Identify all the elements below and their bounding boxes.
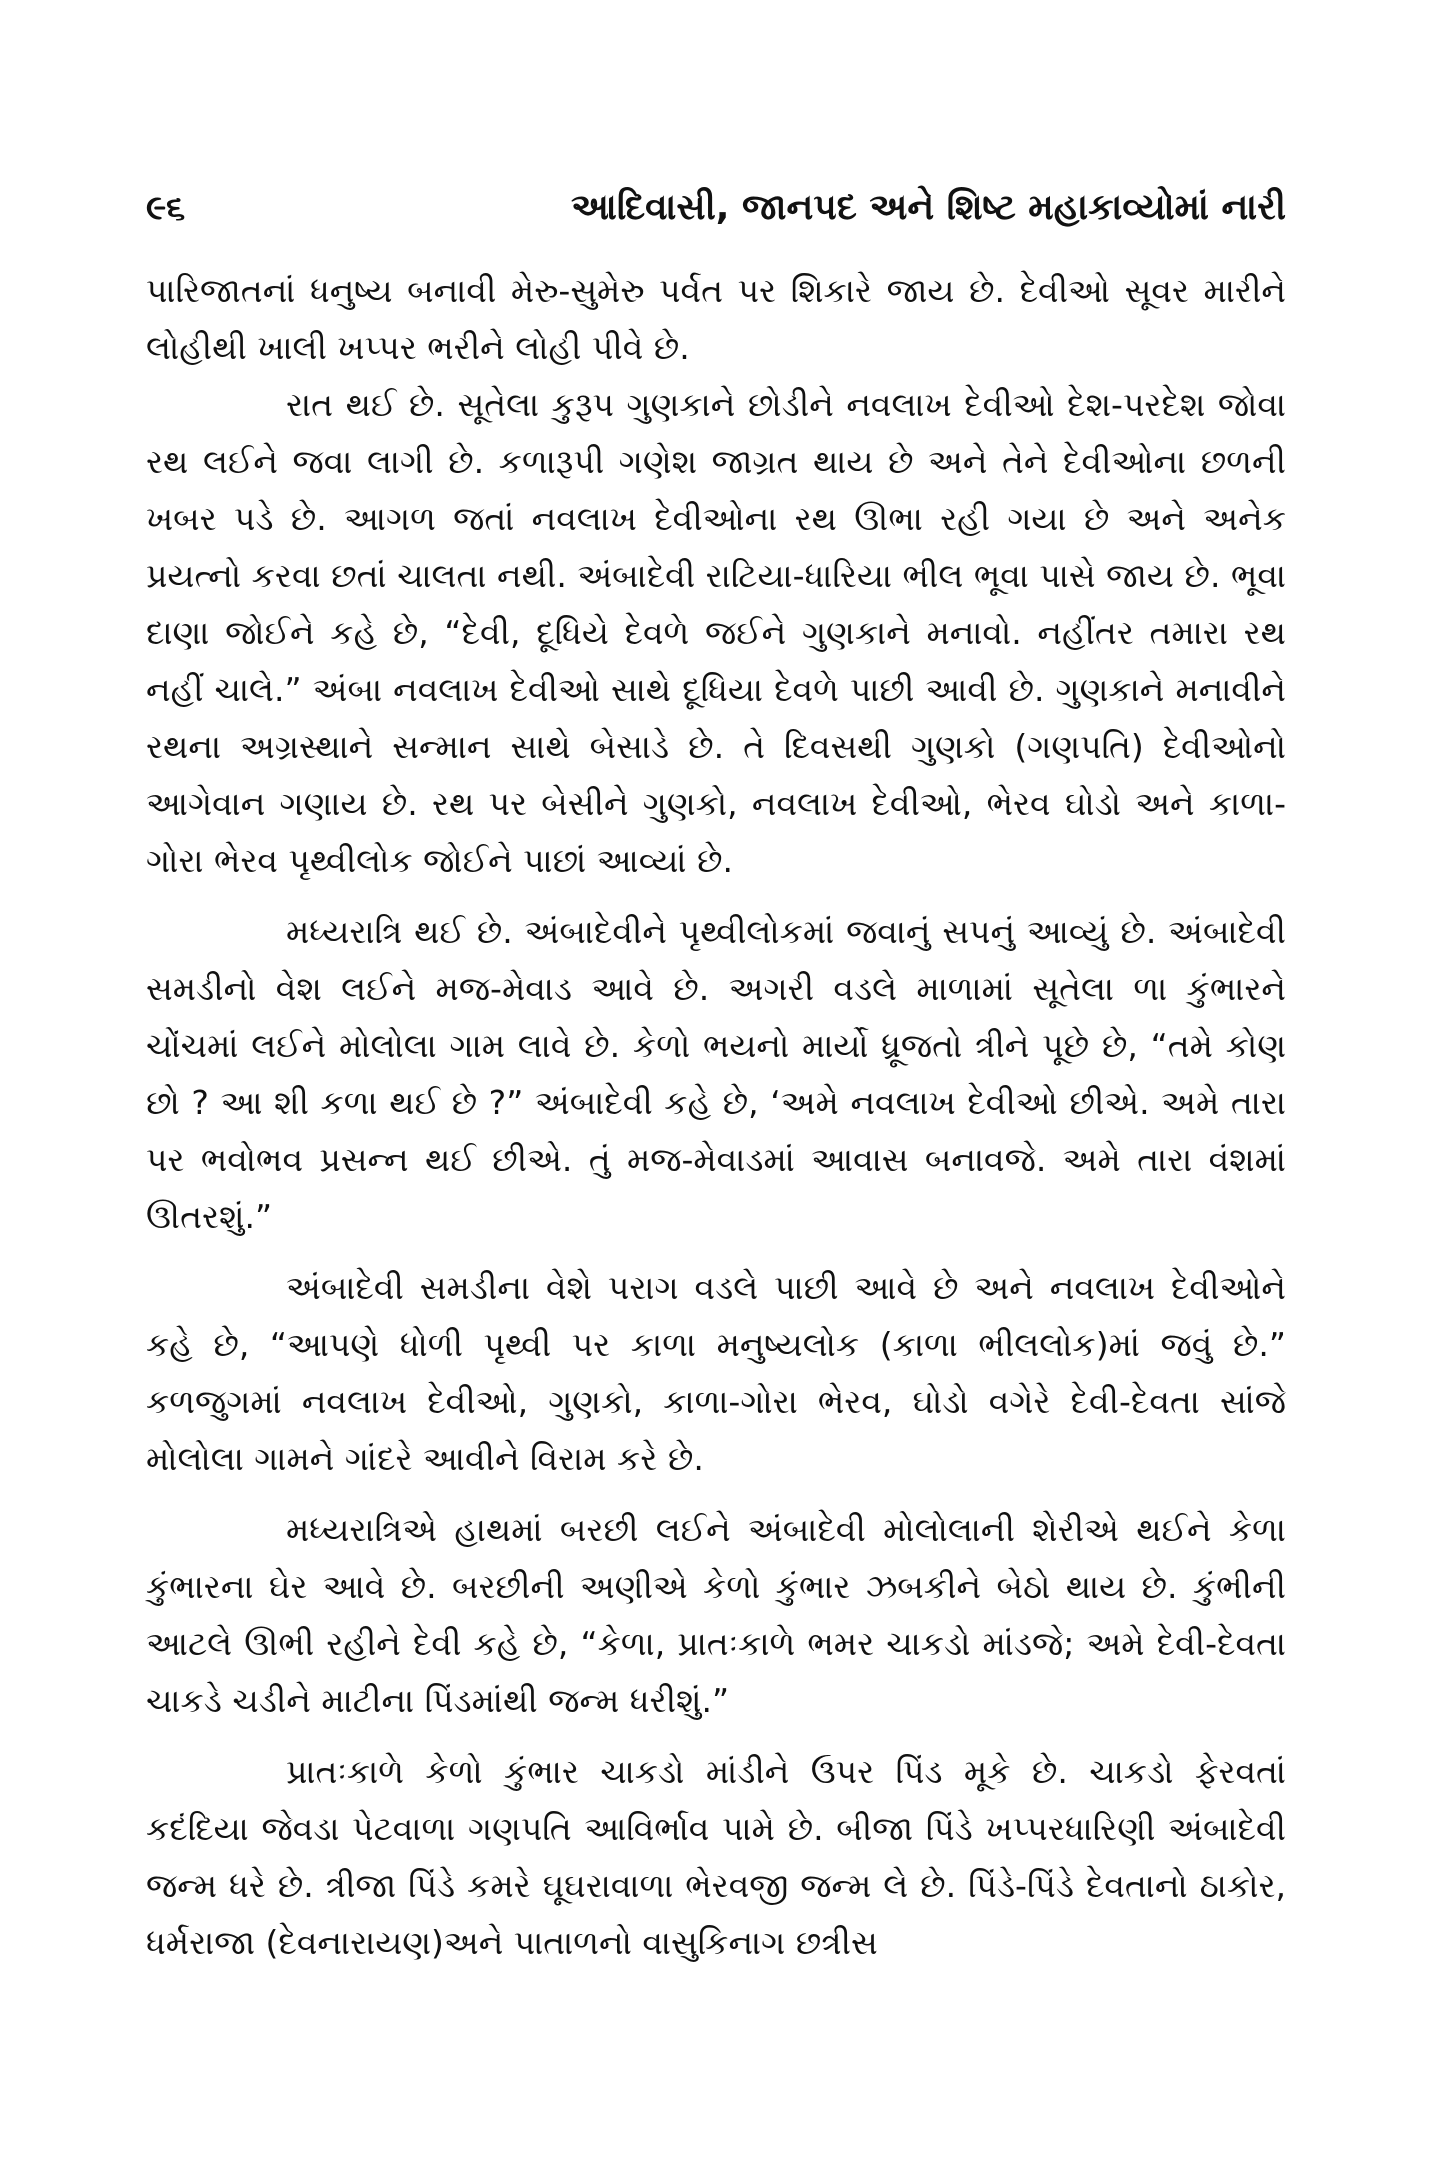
paragraph: અંબાદેવી સમડીના વેશે પરાગ વડલે પાછી આવે છે અને નવલાખ દેવીઓને કહે છે, “આપણે ધોળી પૃથ્વી પર કાળા મનુષ્યલોક (કાળા ભીલલોક)માં જવું છે.” કળજુગમાં નવલાખ દેવીઓ, ગુણકો, કાળા-ગોરા ભેરવ, ઘોડો વગેરે દેવી-દેવતા સાંજે મોલોલા ગામને ગાંદરે આવીને વિરામ કરે છે. (146, 1268, 1286, 1478)
page-number: ૯૬ (146, 188, 186, 228)
paragraph: પારિજાતનાં ધનુષ્ય બનાવી મેરુ-સુમેરુ પર્વત પર શિકારે જાય છે. દેવીઓ સૂવર મારીને લોહીથી ખાલી ખપ્પર ભરીને લોહી પીવે છે. (146, 271, 1286, 367)
running-title: આદિવાસી, જાનપદ અને શિષ્ટ મહાકાવ્યોમાં નારી (571, 187, 1286, 228)
page-header (146, 178, 1286, 238)
paragraph: પ્રાતઃકાળે કેળો કુંભાર ચાકડો માંડીને ઉપર પિંડ મૂકે છે. ચાકડો ફેરવતાં કદંદિયા જેવડા પેટવાળા ગણપતિ આવિર્ભાવ પામે છે. બીજા પિંડે ખપ્પરધારિણી અંબાદેવી જન્મ ધરે છે. ત્રીજા પિંડે કમરે ઘૂઘરાવાળા ભેરવજી જન્મ લે છે. પિંડે-પિંડે દેવતાનો ઠાકોર, ધર્મરાજા (દેવનારાયણ)અને પાતાળનો વાસુકિનાગ છત્રીસ (146, 1752, 1286, 1962)
paragraph: મધ્યરાત્રિએ હાથમાં બરછી લઈને અંબાદેવી મોલોલાની શેરીએ થઈને કેળા કુંભારના ઘેર આવે છે. બરછીની અણીએ કેળો કુંભાર ઝબકીને બેઠો થાય છે. કુંભીની આટલે ઊભી રહીને દેવી કહે છે, “કેળા, પ્રાતઃકાળે ભમર ચાકડો માંડજે; અમે દેવી-દેવતા ચાકડે ચડીને માટીના પિંડમાંથી જન્મ ધરીશું.” (146, 1510, 1286, 1720)
paragraph: રાત થઈ છે. સૂતેલા કુરૂપ ગુણકાને છોડીને નવલાખ દેવીઓ દેશ-પરદેશ જોવા રથ લઈને જવા લાગી છે. કળારૂપી ગણેશ જાગ્રત થાય છે અને તેને દેવીઓના છળની ખબર પડે છે. આગળ જતાં નવલાખ દેવીઓના રથ ઊભા રહી ગયા છે અને અનેક પ્રયત્નો કરવા છતાં ચાલતા નથી. અંબાદેવી રાટિયા-ધારિયા ભીલ ભૂવા પાસે જાય છે. ભૂવા દાણા જોઈને કહે છે, “દેવી, દૂધિયે દેવળે જઈને ગુણકાને મનાવો. નહીંતર તમારા રથ નહીં ચાલે.” અંબા નવલાખ દેવીઓ સાથે દૂધિયા દેવળે પાછી આવી છે. ગુણકાને મનાવીને રથના અગ્રસ્થાને સન્માન સાથે બેસાડે છે. તે દિવસથી ગુણકો (ગણપતિ) દેવીઓનો આગેવાન ગણાય છે. રથ પર બેસીને ગુણકો, નવલાખ દેવીઓ, ભેરવ ઘોડો અને કાળા-ગોરા ભેરવ પૃથ્વીલોક જોઈને પાછાં આવ્યાં છે. (146, 385, 1286, 880)
paragraph: મધ્યરાત્રિ થઈ છે. અંબાદેવીને પૃથ્વીલોકમાં જવાનું સપનું આવ્યું છે. અંબાદેવી સમડીનો વેશ લઈને મજ-મેવાડ આવે છે. અગરી વડલે માળામાં સૂતેલા ળા કુંભારને ચોંચમાં લઈને મોલોલા ગામ લાવે છે. કેળો ભયનો માર્યો ધ્રૂજતો ત્રીને પૂછે છે, “તમે કોણ છો ? આ શી કળા થઈ છે ?” અંબાદેવી કહે છે, ‘અમે નવલાખ દેવીઓ છીએ. અમે તારા પર ભવોભવ પ્રસન્ન થઈ છીએ. તું મજ-મેવાડમાં આવાસ બનાવજે. અમે તારા વંશમાં ઊતરશું.” (146, 912, 1286, 1236)
body-text (146, 262, 1286, 1971)
